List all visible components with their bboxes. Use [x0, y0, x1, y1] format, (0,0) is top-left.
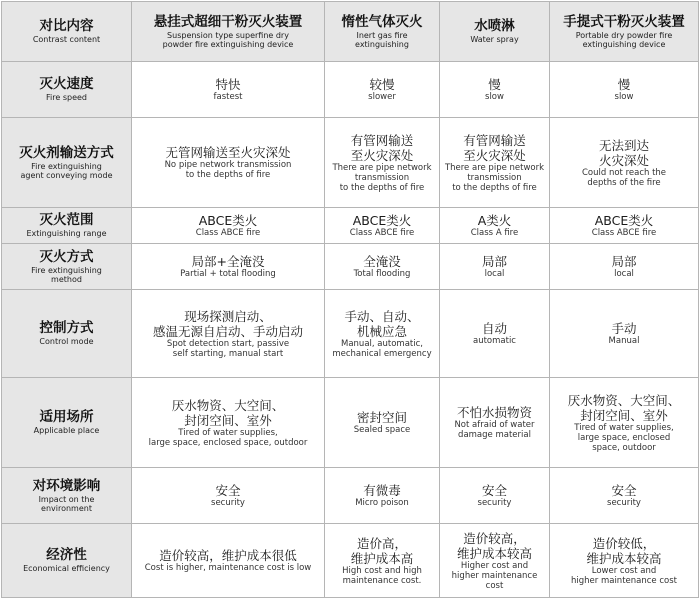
row-label-en: Fire extinguishing agent conveying mode — [20, 161, 113, 180]
row-label — [2, 290, 132, 378]
row-label — [2, 208, 132, 244]
header-en: Suspension type superfine dry powder fire extinguishing device — [162, 30, 294, 49]
row-label-en: Fire speed — [46, 93, 87, 103]
header-zh: 对比内容 — [39, 18, 94, 35]
header-zh: 惰性气体灭火 — [341, 13, 423, 30]
cell-en: Class ABCE fire — [349, 228, 415, 238]
cell-en: fastest — [213, 92, 243, 102]
table-body — [2, 62, 699, 598]
cell-zh: 局部+全淹没 — [191, 254, 265, 269]
row-label-zh: 控制方式 — [39, 320, 94, 337]
table-row — [2, 118, 699, 208]
table-cell — [440, 378, 550, 468]
cell-en: Micro poison — [355, 498, 409, 508]
table-cell — [440, 62, 550, 118]
table-cell — [132, 290, 325, 378]
table-cell — [550, 118, 699, 208]
cell-en: Could not reach the depths of the fire — [581, 167, 667, 188]
cell-en: No pipe network transmission to the depths of fire — [164, 160, 292, 180]
cell-zh: 手动 — [611, 321, 637, 336]
table-cell — [325, 468, 440, 524]
cell-en: Total flooding — [353, 269, 411, 279]
header-suspension-device — [132, 2, 325, 62]
table-cell — [132, 62, 325, 118]
header-portable-device — [550, 2, 699, 62]
cell-zh: 无管网输送至火灾深处 — [165, 145, 291, 160]
header-water-spray — [440, 2, 550, 62]
row-label-en: Economical efficiency — [23, 564, 110, 574]
table-cell — [440, 208, 550, 244]
row-label-zh: 灭火范围 — [39, 212, 94, 229]
cell-zh: 全淹没 — [363, 254, 401, 269]
row-label — [2, 62, 132, 118]
table-cell — [132, 118, 325, 208]
row-label-zh: 灭火方式 — [39, 248, 94, 265]
cell-zh: 安全 — [215, 483, 241, 498]
header-row — [2, 2, 699, 62]
table-cell — [132, 468, 325, 524]
header-en: Water spray — [470, 35, 519, 45]
cell-en: There are pipe network transmission to the depths of fire — [444, 162, 545, 193]
cell-zh: 局部 — [611, 254, 637, 269]
row-label — [2, 244, 132, 290]
cell-zh: 慢 — [488, 77, 501, 92]
cell-en: slower — [368, 92, 396, 102]
cell-en: There are pipe network transmission to the depths of fire — [332, 162, 432, 193]
cell-zh: 有管网输送 至火灾深处 — [350, 132, 414, 163]
cell-zh: 手动、自动、 机械应急 — [344, 308, 420, 339]
cell-en: Tired of water supplies, large space, enclosed space, outdoor — [148, 427, 308, 448]
cell-en: Not afraid of water damage material — [454, 420, 535, 440]
cell-zh: 安全 — [611, 483, 637, 498]
table-cell — [550, 290, 699, 378]
comparison-table — [1, 1, 699, 598]
cell-en: slow — [485, 92, 504, 102]
table-cell — [325, 244, 440, 290]
table-row — [2, 208, 699, 244]
cell-en: Manual, automatic, mechanical emergency — [332, 338, 432, 359]
cell-zh: 局部 — [481, 254, 507, 269]
cell-zh: 厌水物资、大空间、 封闭空间、室外 — [171, 397, 285, 428]
row-label-en: Impact on the environment — [38, 494, 95, 513]
cell-zh: 不怕水损物资 — [456, 405, 532, 420]
table-cell — [325, 524, 440, 598]
row-label-en: Control mode — [39, 337, 94, 347]
cell-zh: 厌水物资、大空间、 封闭空间、室外 — [567, 392, 681, 423]
table-cell — [440, 524, 550, 598]
cell-zh: 现场探测启动、 感温无源自启动、手动启动 — [152, 308, 303, 339]
table-cell — [550, 468, 699, 524]
cell-en: Cost is higher, maintenance cost is low — [144, 563, 312, 573]
cell-en: local — [484, 269, 505, 279]
cell-zh: 造价较高， 维护成本较高 — [456, 530, 532, 561]
row-label-en: Fire extinguishing method — [31, 265, 102, 284]
table-cell — [132, 244, 325, 290]
cell-zh: 较慢 — [369, 77, 395, 92]
table-cell — [325, 62, 440, 118]
header-zh: 手提式干粉灭火装置 — [563, 13, 685, 30]
row-label-zh: 适用场所 — [39, 409, 94, 426]
cell-en: Class ABCE fire — [195, 228, 261, 238]
row-label — [2, 524, 132, 598]
table-cell — [550, 208, 699, 244]
table-row — [2, 290, 699, 378]
table-cell — [440, 290, 550, 378]
row-label — [2, 378, 132, 468]
table-cell — [440, 468, 550, 524]
cell-en: Manual — [608, 336, 640, 346]
row-label-en: Extinguishing range — [26, 229, 107, 239]
table-cell — [132, 524, 325, 598]
cell-zh: 有微毒 — [363, 483, 401, 498]
header-zh: 水喷淋 — [474, 18, 515, 35]
table-row — [2, 524, 699, 598]
cell-en: Class A fire — [470, 228, 519, 238]
row-label-en: Applicable place — [33, 426, 100, 436]
cell-en: Higher cost and higher maintenance cost — [451, 560, 538, 591]
cell-zh: 造价较高，维护成本很低 — [159, 548, 297, 563]
table-row — [2, 244, 699, 290]
table-cell — [550, 378, 699, 468]
row-label-zh: 对环境影响 — [32, 477, 101, 494]
cell-en: local — [614, 269, 634, 279]
cell-zh: 自动 — [481, 321, 507, 336]
row-label — [2, 468, 132, 524]
table-cell — [325, 208, 440, 244]
cell-en: Sealed space — [353, 425, 411, 435]
row-label — [2, 118, 132, 208]
header-en: Inert gas fire extinguishing — [355, 30, 409, 49]
table-row — [2, 378, 699, 468]
table-cell — [440, 244, 550, 290]
cell-zh: 特快 — [215, 77, 241, 92]
cell-zh: ABCE类火 — [198, 213, 258, 228]
cell-zh: ABCE类火 — [352, 213, 412, 228]
cell-zh: 慢 — [617, 77, 631, 92]
cell-en: Partial + total flooding — [180, 269, 276, 279]
table-cell — [550, 524, 699, 598]
cell-zh: 有管网输送 至火灾深处 — [463, 132, 526, 163]
header-zh: 悬挂式超细干粉灭火装置 — [153, 13, 303, 30]
cell-en: Tired of water supplies, large space, enclosed space, outdoor — [574, 422, 674, 453]
header-inert-gas — [325, 2, 440, 62]
table-cell — [440, 118, 550, 208]
cell-en: security — [607, 498, 641, 508]
cell-en: automatic — [473, 336, 516, 346]
cell-zh: 无法到达 火灾深处 — [598, 137, 649, 168]
table-cell — [132, 208, 325, 244]
row-label-zh: 经济性 — [46, 547, 87, 564]
cell-zh: 密封空间 — [356, 410, 407, 425]
cell-en: Lower cost and higher maintenance cost — [571, 565, 677, 586]
cell-en: Spot detection start, passive self starting, manual start — [166, 338, 290, 359]
header-en: Portable dry powder fire extinguishing device — [575, 30, 673, 49]
table-cell — [132, 378, 325, 468]
table-cell — [325, 378, 440, 468]
cell-en: High cost and high maintenance cost. — [342, 565, 422, 586]
cell-zh: A类火 — [477, 213, 512, 228]
table-row — [2, 468, 699, 524]
table-cell — [325, 118, 440, 208]
row-label-zh: 灭火剂输送方式 — [19, 144, 114, 161]
cell-en: slow — [614, 92, 634, 102]
table-cell — [550, 244, 699, 290]
cell-en: security — [477, 498, 512, 508]
cell-zh: 安全 — [481, 483, 507, 498]
cell-zh: 造价高， 维护成本高 — [350, 535, 414, 566]
table-cell — [325, 290, 440, 378]
cell-en: security — [211, 498, 245, 508]
cell-en: Class ABCE fire — [591, 228, 657, 238]
header-contrast-content — [2, 2, 132, 62]
cell-zh: ABCE类火 — [594, 213, 654, 228]
table-cell — [550, 62, 699, 118]
header-en: Contrast content — [32, 35, 101, 45]
row-label-zh: 灭火速度 — [39, 76, 94, 93]
table-row — [2, 62, 699, 118]
cell-zh: 造价较低， 维护成本较高 — [586, 535, 662, 566]
